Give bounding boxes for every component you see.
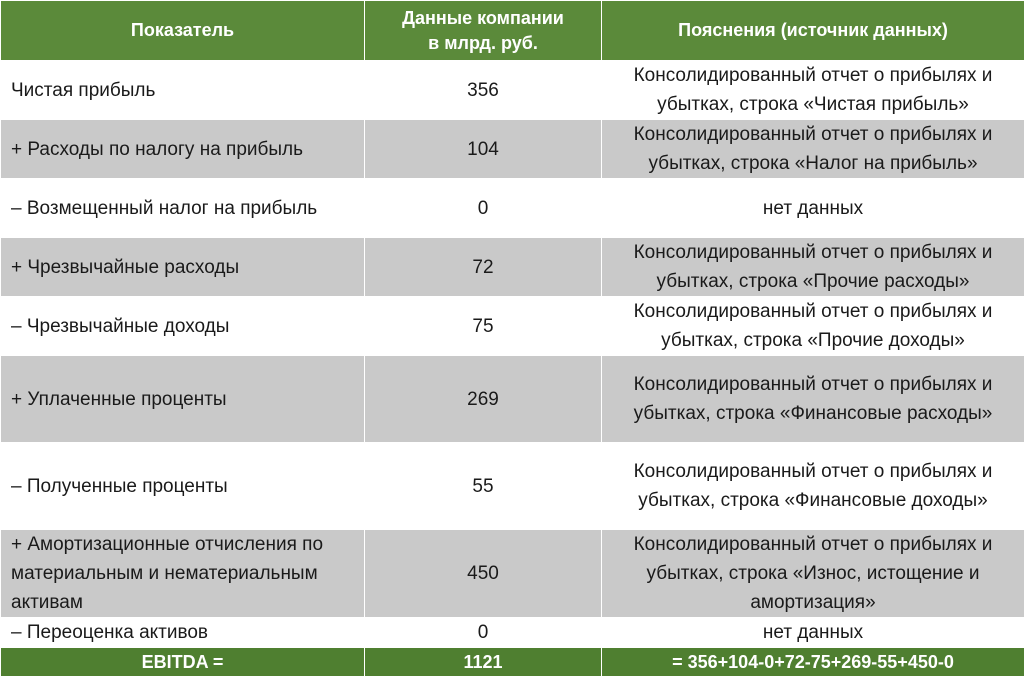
table-row — [1, 179, 1024, 238]
row-note: Консолидированный отчет о прибылях и убытках, строка «Налог на прибыль» — [602, 120, 1024, 179]
header-indicator: Показатель — [1, 1, 365, 61]
row-label: Чистая прибыль — [1, 61, 365, 120]
row-label: – Переоценка активов — [1, 618, 365, 648]
table-row — [1, 238, 1024, 297]
table-header-row — [1, 1, 1024, 61]
row-label: + Амортизационные отчисления по материальным и нематериальным активам — [1, 530, 365, 618]
table-row — [1, 530, 1024, 618]
row-note: нет данных — [602, 179, 1024, 238]
row-value: 450 — [365, 530, 602, 618]
row-note: Консолидированный отчет о прибылях и убытках, строка «Прочие расходы» — [602, 238, 1024, 297]
total-formula: = 356+104-0+72-75+269-55+450-0 — [602, 648, 1024, 677]
row-label: + Чрезвычайные расходы — [1, 238, 365, 297]
row-value: 356 — [365, 61, 602, 120]
table-row — [1, 356, 1024, 443]
header-company-data-line1: Данные компании — [402, 8, 564, 28]
row-label: – Возмещенный налог на прибыль — [1, 179, 365, 238]
row-note: Консолидированный отчет о прибылях и убытках, строка «Финансовые доходы» — [602, 443, 1024, 530]
header-company-data-line2: в млрд. руб. — [428, 33, 538, 53]
row-label: – Чрезвычайные доходы — [1, 297, 365, 356]
row-value: 269 — [365, 356, 602, 443]
table-row — [1, 618, 1024, 648]
total-row — [1, 648, 1024, 677]
table-row — [1, 443, 1024, 530]
row-note: Консолидированный отчет о прибылях и убытках, строка «Чистая прибыль» — [602, 61, 1024, 120]
header-notes: Пояснения (источник данных) — [602, 1, 1024, 61]
row-note: Консолидированный отчет о прибылях и убытках, строка «Финансовые расходы» — [602, 356, 1024, 443]
row-note: Консолидированный отчет о прибылях и убытках, строка «Износ, истощение и амортизация» — [602, 530, 1024, 618]
row-label: + Уплаченные проценты — [1, 356, 365, 443]
row-label: – Полученные проценты — [1, 443, 365, 530]
row-note: нет данных — [602, 618, 1024, 648]
row-note: Консолидированный отчет о прибылях и убытках, строка «Прочие доходы» — [602, 297, 1024, 356]
row-value: 75 — [365, 297, 602, 356]
total-value: 1121 — [365, 648, 602, 677]
row-value: 72 — [365, 238, 602, 297]
row-value: 104 — [365, 120, 602, 179]
table-row — [1, 61, 1024, 120]
row-value: 0 — [365, 179, 602, 238]
table-row — [1, 120, 1024, 179]
row-label: + Расходы по налогу на прибыль — [1, 120, 365, 179]
row-value: 0 — [365, 618, 602, 648]
total-label: EBITDA = — [1, 648, 365, 677]
row-value: 55 — [365, 443, 602, 530]
header-company-data — [365, 1, 602, 61]
table-row — [1, 297, 1024, 356]
